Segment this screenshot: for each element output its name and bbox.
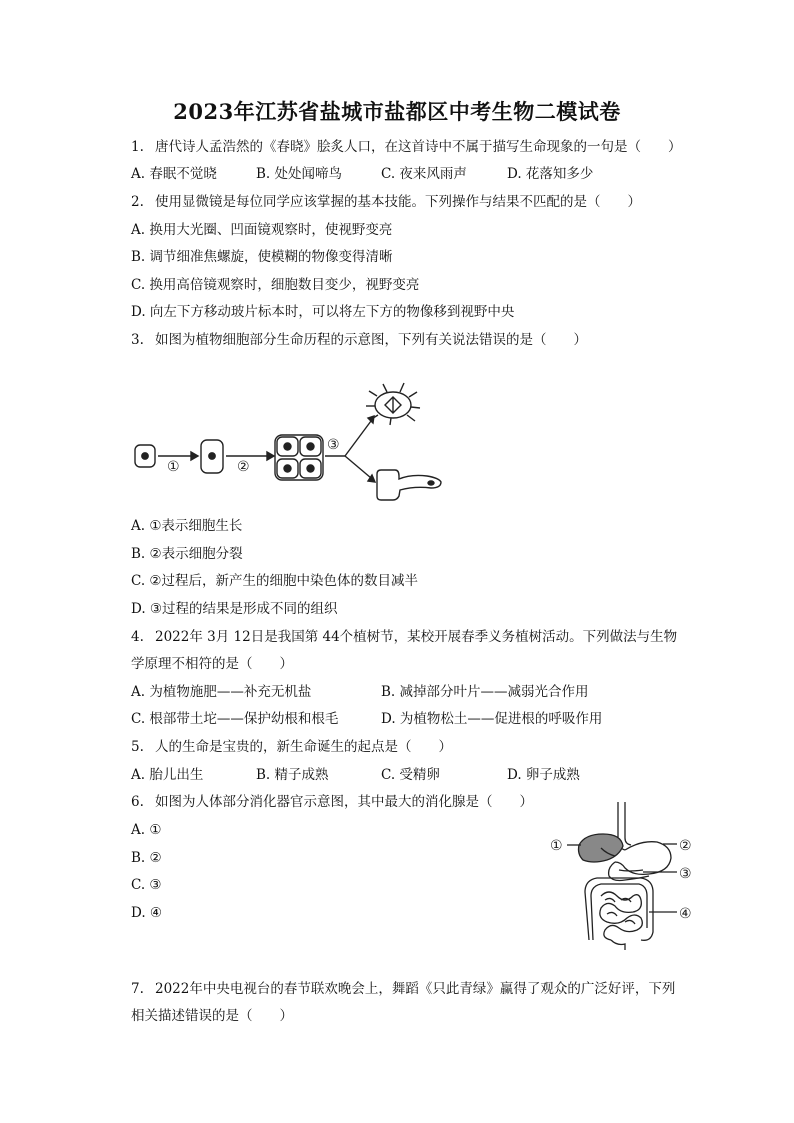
question-3 <box>131 331 587 349</box>
option-b: B. 减掉部分叶片——减弱光合作用 <box>381 684 589 700</box>
option-d: D. 花落知多少 <box>507 166 594 182</box>
option-c: C. 受精卵 <box>381 767 440 783</box>
question-stem: 使用显微镜是每位同学应该掌握的基本技能。下列操作与结果不匹配的是（ ） <box>155 194 641 210</box>
question-stem: 2022年中央电视台的春节联欢晚会上，舞蹈《只此青绿》赢得了观众的广泛好评，下列 <box>155 981 676 997</box>
label-stomach: ② <box>679 838 692 854</box>
option-c: C. ③ <box>131 877 162 893</box>
option-a: A. 春眠不觉晓 <box>131 166 217 182</box>
question-5 <box>131 738 452 756</box>
cell-life-process-figure <box>125 378 455 510</box>
step-2-label: ② <box>237 459 250 475</box>
option-c: C. 夜来风雨声 <box>381 166 467 182</box>
question-number: 7. <box>131 981 144 997</box>
question-stem: 唐代诗人孟浩然的《春晓》脍炙人口，在这首诗中不属于描写生命现象的一句是（ ） <box>155 139 682 155</box>
specialized-cell-lower <box>377 470 441 500</box>
step-1-label: ① <box>167 459 180 475</box>
liver <box>579 834 624 862</box>
option-a: A. 换用大光圈、凹面镜观察时，使视野变亮 <box>131 222 393 238</box>
digestive-organs-figure <box>545 800 700 950</box>
question-number: 4. <box>131 629 144 645</box>
option-d: D. 卵子成熟 <box>507 767 580 783</box>
option-c: C. ②过程后，新产生的细胞中染色体的数目减半 <box>131 573 419 589</box>
option-d: D. ③过程的结果是形成不同的组织 <box>131 601 338 617</box>
divided-cells <box>275 435 323 480</box>
option-a: A. ①表示细胞生长 <box>131 518 243 534</box>
question-7 <box>131 980 675 998</box>
option-a: A. 胎儿出生 <box>131 767 204 783</box>
question-number: 3. <box>131 332 144 348</box>
question-stem: 如图为人体部分消化器官示意图，其中最大的消化腺是（ ） <box>155 794 533 810</box>
option-d: D. 向左下方移动玻片标本时，可以将左下方的物像移到视野中央 <box>131 304 515 320</box>
option-b: B. 精子成熟 <box>256 767 329 783</box>
option-d: D. ④ <box>131 905 163 921</box>
question-2 <box>131 193 641 211</box>
question-number: 2. <box>131 194 144 210</box>
step-3-label: ③ <box>327 437 340 453</box>
question-1 <box>131 138 682 156</box>
question-stem: 人的生命是宝贵的，新生命诞生的起点是（ ） <box>155 739 452 755</box>
question-7-stem-cont: 相关描述错误的是（ ） <box>131 1008 293 1024</box>
option-b: B. ②表示细胞分裂 <box>131 546 243 562</box>
option-b: B. 处处闻啼鸟 <box>256 166 343 182</box>
question-6 <box>131 793 533 811</box>
option-a: A. ① <box>131 822 162 838</box>
question-number: 1. <box>131 139 144 155</box>
option-b: B. ② <box>131 850 162 866</box>
question-number: 6. <box>131 794 144 810</box>
label-liver: ① <box>550 838 563 854</box>
question-4-stem-cont: 学原理不相符的是（ ） <box>131 656 293 672</box>
option-b: B. 调节细准焦螺旋，使模糊的物像变得清晰 <box>131 249 393 265</box>
option-a: A. 为植物施肥——补充无机盐 <box>131 684 312 700</box>
question-4 <box>131 628 677 646</box>
question-stem: 2022年 3月 12日是我国第 44个植树节，某校开展春季义务植树活动。下列做法与生物 <box>155 629 678 645</box>
option-c: C. 根部带土坨——保护幼根和根毛 <box>131 711 339 727</box>
option-c: C. 换用高倍镜观察时，细胞数目变少，视野变亮 <box>131 277 420 293</box>
question-stem: 如图为植物细胞部分生命历程的示意图，下列有关说法错误的是（ ） <box>155 332 587 348</box>
label-pancreas: ③ <box>679 866 692 882</box>
page-title: 2023年江苏省盐城市盐都区中考生物二模试卷 <box>173 99 621 124</box>
option-d: D. 为植物松土——促进根的呼吸作用 <box>381 711 603 727</box>
question-number: 5. <box>131 739 144 755</box>
label-intestine: ④ <box>679 906 692 922</box>
